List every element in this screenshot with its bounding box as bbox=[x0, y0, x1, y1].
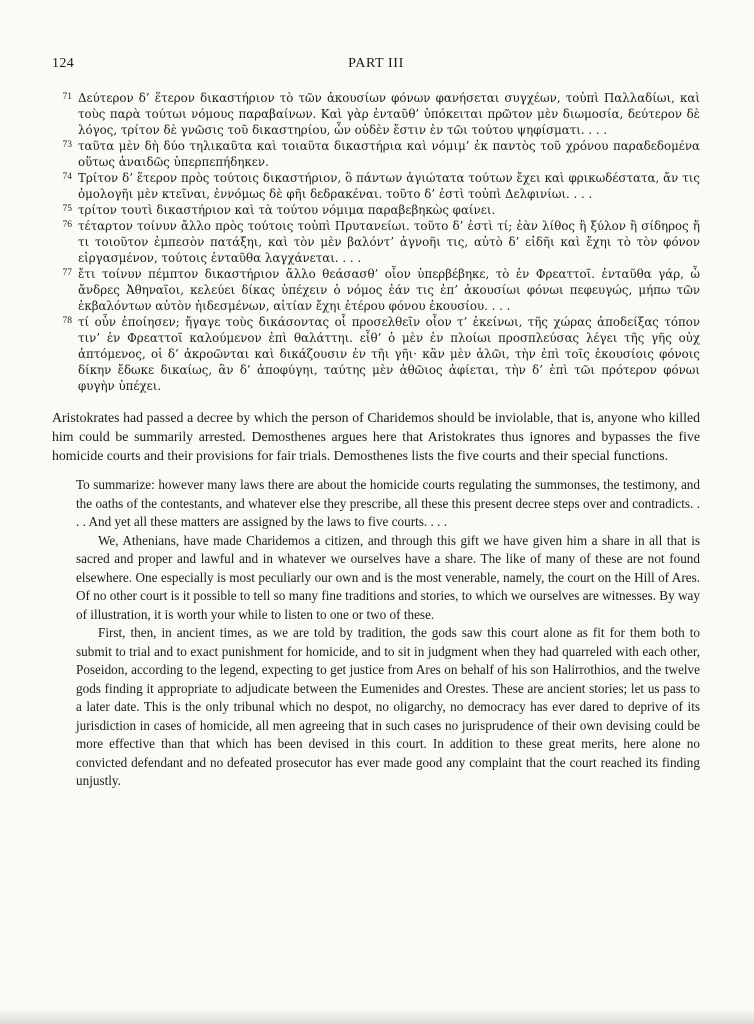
passage-text: Δεύτερον δ’ ἕτερον δικαστήριον τὸ τῶν ἀκουσίων φόνων φανήσεται συγχέων, τοὐπὶ Παλλαδίωι, καὶ τοὺς παρὰ τούτωι νόμους παραβαίνων. Καὶ γὰρ ἐνταῦθ’ ὑπόκειται πρῶτον μὲν διωμοσία, δεύτερον δὲ λόγος, τρίτον δὲ γνῶσις τοῦ δικαστηρίου, ὧν οὐδὲν ἔστιν ἐν τῶι τούτου ψηφίσματι. . . . bbox=[78, 91, 700, 137]
quote-paragraph-2: We, Athenians, have made Charidemos a citizen, and through this gift we have given him a share in all that is sacred and proper and lawful and in whatever we ourselves have a share. The like of many of these are not found elsewhere. One especially is most peculiarly our own and is the most venerable, namely, the court on the Hill of Ares. Of no other court is it possible to tell so many fine traditions and stories, to which we ourselves are witnesses. By way of illustration, it is worth your while to listen to one or two of these. bbox=[76, 532, 700, 622]
passage-text: τέταρτον τοίνυν ἄλλο πρὸς τούτοις τοὐπὶ Πρυτανείωι. τοῦτο δ’ ἐστὶ τί; ἐὰν λίθος ἢ ξύλον ἢ σίδηρος ἤ τι τοιοῦτον ἐμπεσὸν πατάξηι, καὶ τὸν μὲν βαλόντ’ ἀγνοῆι τις, αὐτὸ δ’ εἰδῆι καὶ ἔχηι τὸ τὸν φόνον εἰργασμένον, τούτοις ἐνταῦθα λαγχάνεται. . . . bbox=[78, 219, 700, 265]
greek-passage-73 bbox=[52, 138, 700, 170]
translation-block bbox=[52, 476, 700, 791]
passage-number: 74 bbox=[62, 172, 72, 182]
quote-paragraph-3: First, then, in ancient times, as we are told by tradition, the gods saw this court alone as fit for them both to submit to trial and to exact punishment for homicide, and to sit in judgment when they had quarreled with each other, Poseidon, according to the legend, expecting to get justice from Ares on behalf of his son Halirrothios, and the twelve gods finding it appropriate to adjudicate between the Eumenides and Orestes. These are ancient stories; let us pass to a later date. This is the only tribunal which no despot, no oligarchy, no democracy has ever dared to deprive of its jurisdiction in cases of homicide, all men agreeing that in such cases no jurisprudence of their own devising could be more effective than that which has been devised in this court. In addition to these great merits, here alone no convicted defendant and no defeated prosecutor has ever made good any complaint that the court reached its finding unjustly. bbox=[76, 625, 700, 789]
passage-number: 71 bbox=[62, 92, 72, 102]
passage-text: τί οὖν ἐποίησεν; ἤγαγε τοὺς δικάσοντας οἷ προσελθεῖν οἷον τ’ ἐκείνωι, τῆς χώρας ἀποδείξας τόπον τιν’ ἐν Φρεαττοῖ καλούμενον ἐπὶ θαλάττηι. εἶθ’ ὁ μὲν ἐν πλοίωι προσπλεύσας λέγει τῆς γῆς οὐχ ἁπτόμενος, οἱ δ’ ἀκροῶνται καὶ δικάζουσιν ἐν τῆι γῆι· κἂν μὲν ἁλῶι, τὴν ἐπὶ τοῖς ἑκουσίοις φόνοις δίκην ἔδωκε δικαίως, ἂν δ’ ἀποφύγηι, ταύτης μὲν ἀθῶιος ἀφίεται, τὴν δ’ ἐπὶ τῶι πρότερον φόνωι φυγὴν ὑπέχει. bbox=[78, 315, 700, 393]
greek-excerpt-block bbox=[52, 90, 700, 394]
passage-text: τρίτον τουτὶ δικαστήριον καὶ τὰ τούτου νόμιμα παραβεβηκὼς φαίνει. bbox=[78, 203, 496, 217]
greek-passage-77 bbox=[52, 266, 700, 314]
passage-number: 76 bbox=[62, 220, 72, 230]
greek-passage-75 bbox=[52, 202, 700, 218]
quote-paragraph-1: To summarize: however many laws there are about the homicide courts regulating the summonses, the testimony, and the oaths of the contestants, and whatever else they prescribe, all these this present decree steps over and contradicts. . . . And yet all these matters are assigned by the laws to five courts. . . . bbox=[76, 477, 700, 530]
greek-passage-74 bbox=[52, 170, 700, 202]
passage-text: Τρίτον δ’ ἕτερον πρὸς τούτοις δικαστήριον, ὃ πάντων ἁγιώτατα τούτων ἔχει καὶ φρικωδέστατα, ἄν τις ὁμολογῆι μὲν κτεῖναι, ἐννόμως δὲ φῆι δεδρακέναι. τοῦτο δ’ ἐστὶ τοὐπὶ Δελφινίωι. . . . bbox=[78, 171, 700, 201]
part-title: PART III bbox=[348, 56, 404, 71]
passage-number: 78 bbox=[62, 316, 72, 326]
commentary-paragraph: Aristokrates had passed a decree by which the person of Charidemos should be inviolable, that is, anyone who killed him could be summarily arrested. Demosthenes argues here that Aristokrates thus ignores and bypasses the five homicide courts and their provisions for fair trials. Demosthenes lists the five courts and their special functions. bbox=[52, 410, 700, 463]
passage-number: 77 bbox=[62, 268, 72, 278]
passage-number: 73 bbox=[62, 140, 72, 150]
page-header bbox=[52, 56, 700, 78]
passage-number: 75 bbox=[62, 204, 72, 214]
passage-text: ταῦτα μὲν δὴ δύο τηλικαῦτα καὶ τοιαῦτα δικαστήρια καὶ νόμιμ’ ἐκ παντὸς τοῦ χρόνου παραδεδομένα οὕτως ἀναιδῶς ὑπερπεπήδηκεν. bbox=[78, 139, 700, 169]
page-number: 124 bbox=[52, 56, 75, 71]
greek-passage-76 bbox=[52, 218, 700, 266]
passage-text: ἔτι τοίνυν πέμπτον δικαστήριον ἄλλο θεάσασθ’ οἷον ὑπερβέβηκε, τὸ ἐν Φρεαττοῖ. ἐνταῦθα γάρ, ὦ ἄνδρες Ἀθηναῖοι, κελεύει δίκας ὑπέχειν ὁ νόμος ἐάν τις ἐπ’ ἀκουσίωι φόνωι πεφευγώς, μήπω τῶν ἐκβαλόντων αὐτὸν ἠιδεσμένων, αἰτίαν ἔχηι ἑτέρου φόνου ἑκουσίου. . . . bbox=[78, 267, 700, 313]
greek-passage-78 bbox=[52, 314, 700, 394]
greek-passage-71 bbox=[52, 90, 700, 138]
